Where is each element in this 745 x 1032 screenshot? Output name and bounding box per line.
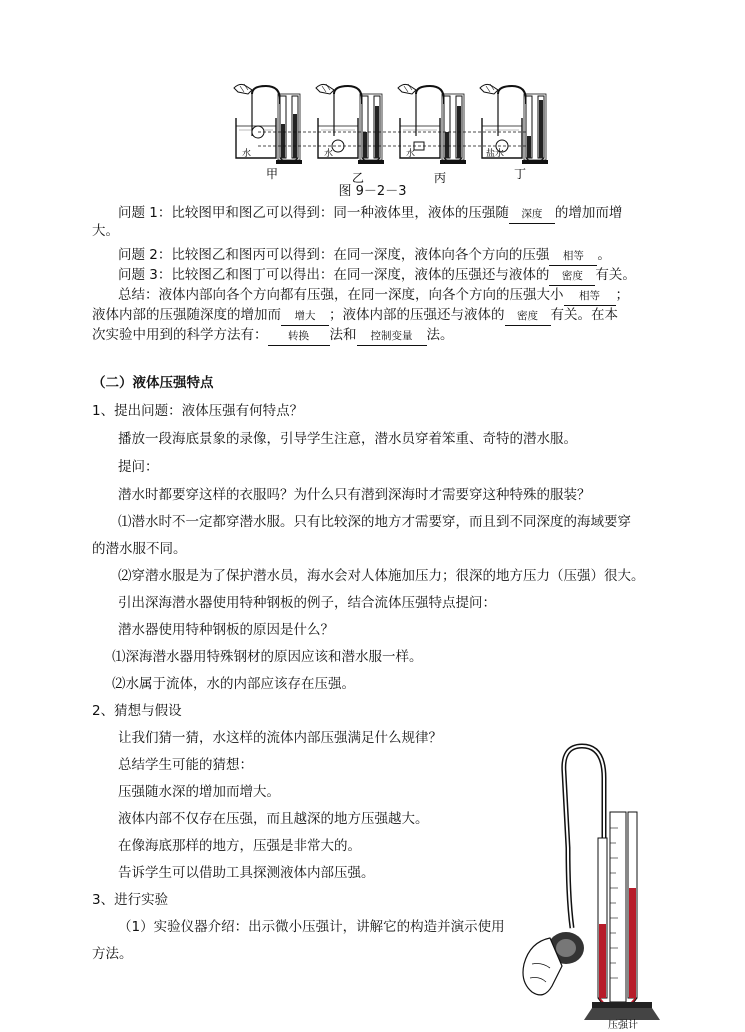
paragraph-16b: 方法。 [92,946,133,962]
paragraph-16a: （1）实验仪器介绍：出示微小压强计，讲解它的构造并演示使用 [118,919,505,935]
question-1-cont: 大。 [92,223,119,239]
pressure-gauge-illustration [522,738,672,1032]
paragraph-4b: 的潜水服不同。 [92,541,187,557]
paragraph-4a: ⑴潜水时不一定都穿潜水服。只有比较深的地方才需要穿，而且到不同深度的海域要穿 [118,514,631,530]
paragraph-2: 提问： [118,459,159,475]
paragraph-11: 总结学生可能的猜想： [118,757,253,773]
blank-control-variable: 控制变量 [357,327,427,346]
liquid-label-2: 水 [324,149,334,159]
paragraph-7: 潜水器使用特种钢板的原因是什么？ [118,622,334,638]
section-title: （二）液体压强特点 [92,375,214,391]
summary-line-3: 次实验中用到的科学方法有： 转换 法和 控制变量 法。 [92,326,454,346]
figure-label-jia: 甲 [266,167,279,181]
blank-increase: 增大 [281,307,329,326]
figure-pressure-experiment [228,76,558,188]
figure-label-ding: 丁 [514,167,527,181]
paragraph-12: 压强随水深的增加而增大。 [118,784,280,800]
liquid-label-4: 盐水 [486,149,505,159]
question-2: 问题 2：比较图乙和图丙可以得到：在同一深度，液体向各个方向的压强 相等 。 [118,246,611,266]
paragraph-1: 播放一段海底景象的录像，引导学生注意，潜水员穿着笨重、奇特的潜水服。 [118,431,577,447]
blank-density-2: 密度 [505,307,551,326]
paragraph-9: ⑵水属于流体，水的内部应该存在压强。 [112,676,355,692]
paragraph-13: 液体内部不仅存在压强，而且越深的地方压强越大。 [118,811,429,827]
paragraph-6: 引出深海潜水器使用特种钢板的例子，结合流体压强特点提问： [118,595,496,611]
gauge-label: 压强计 [608,1020,638,1031]
paragraph-14: 在像海底那样的地方，压强是非常大的。 [118,838,361,854]
figure-label-yi: 乙 [352,171,365,185]
figure-label-bing: 丙 [434,171,447,185]
paragraph-15: 告诉学生可以借助工具探测液体内部压强。 [118,865,375,881]
question-1: 问题 1：比较图甲和图乙可以得到：同一种液体里，液体的压强随 深度 的增加而增 [118,204,622,224]
summary-line-1: 总结：液体内部向各个方向都有压强，在同一深度，向各个方向的压强大小 相等 ； [118,286,629,306]
step-2-heading: 2、猜想与假设 [92,703,182,719]
blank-depth: 深度 [509,205,555,224]
step-1-heading: 1、提出问题：液体压强有何特点？ [92,403,304,419]
question-3: 问题 3：比较图乙和图丁可以得出：在同一深度，液体的压强还与液体的 密度 有关。 [118,266,636,286]
liquid-label-3: 水 [406,149,416,159]
paragraph-5: ⑵穿潜水服是为了保护潜水员，海水会对人体施加压力；很深的地方压力（压强）很大。 [118,568,645,584]
paragraph-3: 潜水时都要穿这样的衣服吗？为什么只有潜到深海时才需要穿这种特殊的服装？ [118,487,591,503]
summary-line-2: 液体内部的压强随深度的增加而 增大 ；液体内部的压强还与液体的 密度 有关。在本 [92,306,618,326]
paragraph-10: 让我们猜一猜，水这样的流体内部压强满足什么规律？ [118,730,442,746]
figure-caption: 图 9－2－3 [338,184,407,199]
blank-density: 密度 [549,267,595,286]
blank-equal: 相等 [549,247,597,266]
liquid-label-1: 水 [242,149,252,159]
blank-conversion: 转换 [268,327,330,346]
step-3-heading: 3、进行实验 [92,892,169,908]
paragraph-8: ⑴深海潜水器用特殊钢材的原因应该和潜水服一样。 [112,649,423,665]
blank-equal-2: 相等 [564,287,616,306]
